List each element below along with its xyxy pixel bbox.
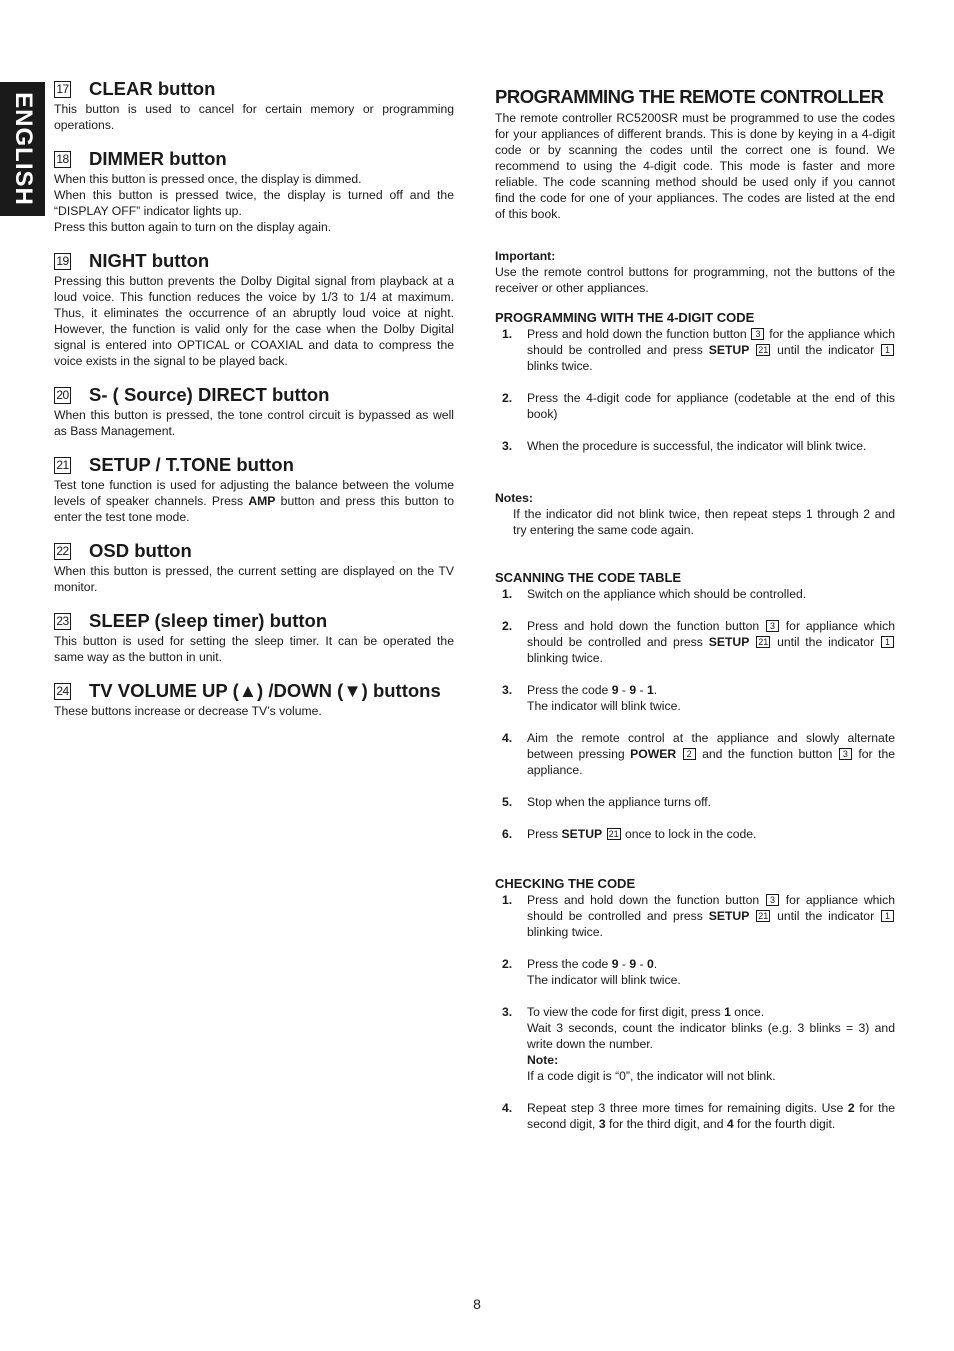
- section-number: 24: [54, 683, 71, 700]
- note-label: Note:: [527, 1053, 559, 1067]
- list-item: 1. Press and hold down the function button 3 for appliance which should be controlled and press SETUP 21 until the indicator 1 blinking twice.: [502, 893, 896, 939]
- section-night-button: [54, 250, 454, 369]
- list-item: 4. Aim the remote control at the appliance and slowly alternate between pressing POWER 2 and the function button 3 for the appliance.: [502, 731, 896, 777]
- section-source-direct-button: [54, 384, 454, 439]
- section-title: TV VOLUME UP (▲) /DOWN (▼) buttons: [89, 680, 441, 701]
- list-item: 2. Press and hold down the function button 3 for appliance which should be controlled and press SETUP 21 until the indicator 1 blinking twice.: [502, 619, 896, 665]
- section-body: This button is used for setting the sleep timer. It can be operated the same way as the button in unit.: [54, 634, 454, 664]
- section-number: 19: [54, 253, 71, 270]
- left-column: [54, 78, 454, 734]
- section-body: This button is used to cancel for certain memory or programming operations.: [54, 102, 454, 132]
- important-text: Use the remote control buttons for programming, not the buttons of the receiver or other appliances.: [495, 265, 895, 295]
- section-number: 22: [54, 543, 71, 560]
- section-body: When this button is pressed, the tone control circuit is bypassed as well as Bass Management.: [54, 408, 454, 438]
- section-osd-button: [54, 540, 454, 595]
- section-body: Test tone function is used for adjusting the balance between the volume levels of speaker channels. Press AMP button and press this button to enter the test tone mode.: [54, 478, 454, 524]
- right-column: [495, 86, 895, 1148]
- section-title: NIGHT button: [89, 250, 210, 271]
- main-title: PROGRAMMING THE REMOTE CONTROLLER: [495, 86, 884, 107]
- page-number: 8: [473, 1296, 481, 1312]
- list-item: 2. Press the code 9 - 9 - 0. The indicator will blink twice.: [502, 957, 681, 987]
- steps-prog4: [495, 326, 895, 454]
- list-item: 3. When the procedure is successful, the indicator will blink twice.: [502, 439, 867, 453]
- subsection-title-prog4: PROGRAMMING WITH THE 4-DIGIT CODE: [495, 310, 755, 325]
- section-body-line: When this button is pressed once, the display is dimmed.: [54, 172, 362, 186]
- section-body: Pressing this button prevents the Dolby Digital signal from playback at a loud voice. This function reduces the voice by 1/3 to 1/4 at maximum. Thus, it eliminates the occurrence of an abruptly loud voice at night. However, the function is valid only for the case when the Dolby Digital signal is entered into OPTICAL or COAXIAL and data to compress the voice exists in the signal to be played back.: [54, 274, 454, 368]
- list-item: 3. To view the code for first digit, press 1 once. Wait 3 seconds, count the indicator blinks (e.g. 3 blinks = 3) and write down the number. Note: If a code digit is “0”, the indicator will not blink.: [502, 1005, 895, 1083]
- section-title: DIMMER button: [89, 148, 227, 169]
- steps-scan: [495, 586, 895, 842]
- section-clear-button: [54, 78, 454, 133]
- section-title: CLEAR button: [89, 78, 216, 99]
- list-item: 4. Repeat step 3 three more times for remaining digits. Use 2 for the second digit, 3 for the third digit, and 4 for the fourth digit.: [502, 1101, 896, 1131]
- section-body-line: When this button is pressed twice, the display is turned off and the “DISPLAY OFF” indicator lights up.: [54, 188, 454, 218]
- notes-label: Notes:: [495, 491, 533, 505]
- language-tab: [0, 82, 45, 216]
- section-tv-volume-buttons: [54, 680, 454, 719]
- list-item: 1. Press and hold down the function button 3 for the appliance which should be controlled and press SETUP 21 until the indicator 1 blinks twice.: [502, 327, 895, 373]
- language-tab-label: ENGLISH: [9, 92, 37, 206]
- section-title: S- ( Source) DIRECT button: [89, 384, 330, 405]
- list-item: 5. Stop when the appliance turns off.: [502, 795, 712, 809]
- subsection-title-scan: SCANNING THE CODE TABLE: [495, 570, 682, 585]
- section-dimmer-button: [54, 148, 454, 235]
- list-item: 1. Switch on the appliance which should be controlled.: [502, 587, 807, 601]
- intro-text: The remote controller RC5200SR must be programmed to use the codes for your appliances of different brands. This is done by keying in a 4-digit code or by scanning the codes until the correct one is found. We recommend to using the 4-digit code. This mode is faster and more reliable. The code scanning method should be used only if you cannot find the code for one of your appliances. The codes are listed at the end of this book.: [495, 111, 895, 221]
- section-setup-ttone-button: [54, 454, 454, 525]
- section-title: SETUP / T.TONE button: [89, 454, 294, 475]
- section-number: 21: [54, 457, 71, 474]
- section-body-line: Press this button again to turn on the display again.: [54, 220, 332, 234]
- section-body: These buttons increase or decrease TV’s volume.: [54, 704, 322, 718]
- section-title: OSD button: [89, 540, 192, 561]
- list-item: 6. Press SETUP 21 once to lock in the code.: [502, 827, 757, 841]
- notes-text: If the indicator did not blink twice, then repeat steps 1 through 2 and try entering the same code again.: [513, 507, 895, 537]
- section-body: When this button is pressed, the current setting are displayed on the TV monitor.: [54, 564, 454, 594]
- section-number: 18: [54, 151, 71, 168]
- section-sleep-button: [54, 610, 454, 665]
- list-item: 3. Press the code 9 - 9 - 1. The indicator will blink twice.: [502, 683, 681, 713]
- important-label: Important:: [495, 249, 556, 263]
- steps-check: [495, 892, 895, 1132]
- list-item: 2. Press the 4-digit code for appliance (codetable at the end of this book): [502, 391, 895, 421]
- section-number: 23: [54, 613, 71, 630]
- section-number: 20: [54, 387, 71, 404]
- section-number: 17: [54, 81, 71, 98]
- subsection-title-check: CHECKING THE CODE: [495, 876, 636, 891]
- section-title: SLEEP (sleep timer) button: [89, 610, 328, 631]
